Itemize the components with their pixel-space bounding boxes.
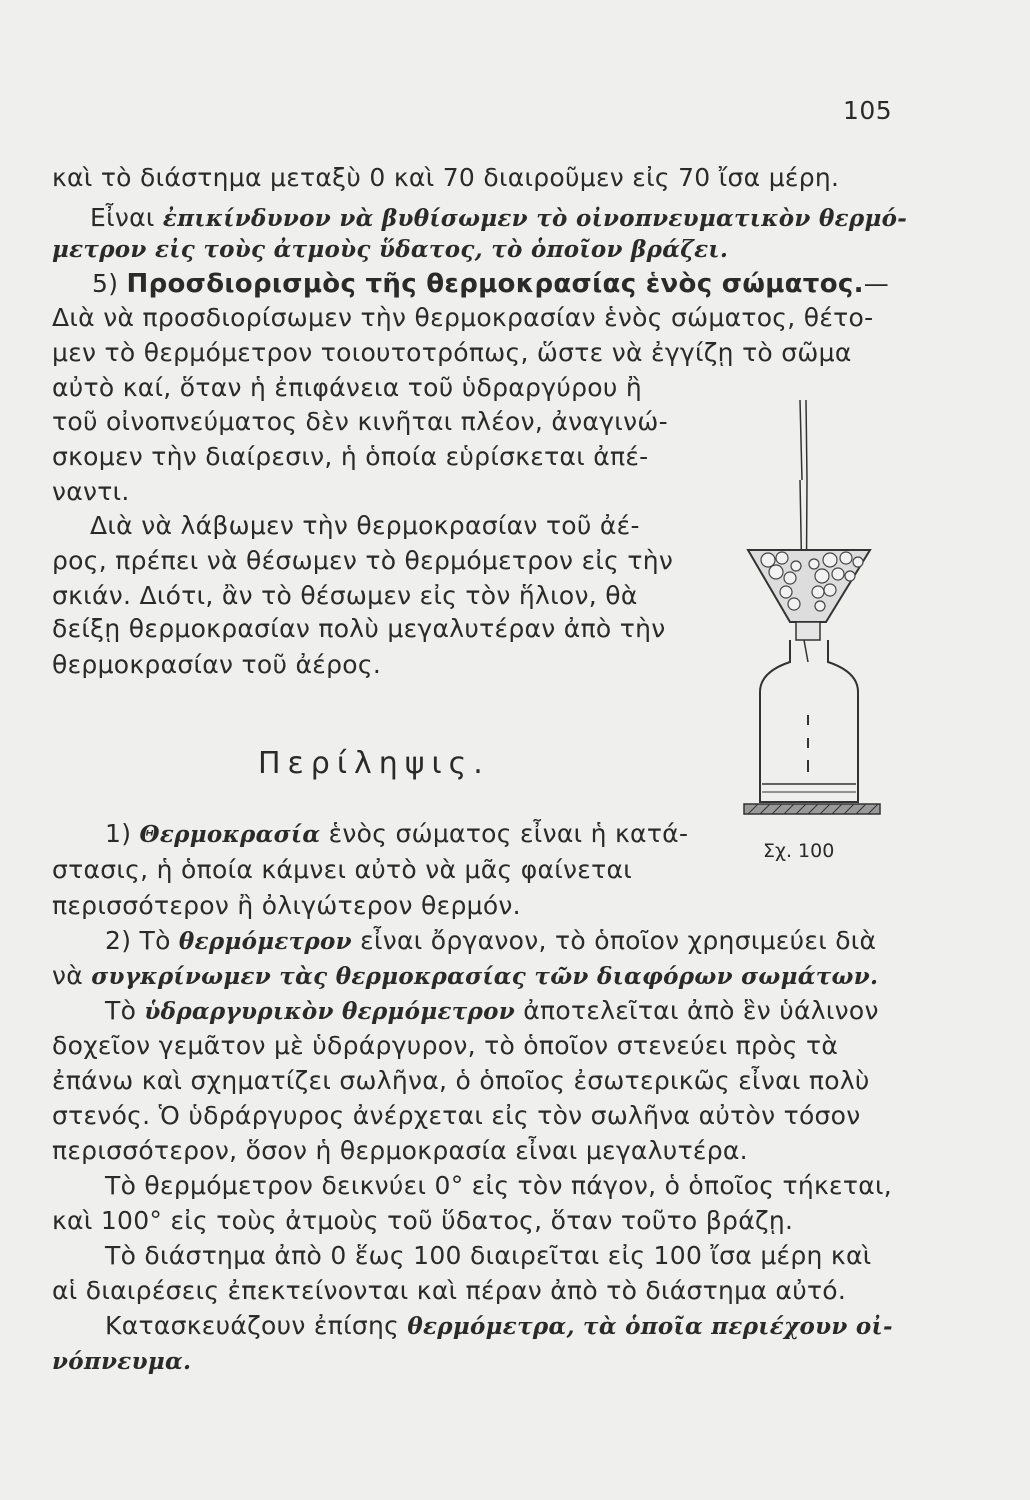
text-line [90,511,640,541]
text-line [105,1171,892,1201]
text-line [52,650,381,680]
figure-caption: Σχ. 100 [763,840,835,862]
text-line [90,203,907,234]
emphasized-text: ὑδραργυρικὸν θερμόμετρον [144,998,516,1025]
text-run: μεν τὸ θερμόμετρον τοιουτοτρόπως, ὥστε νὰ ἐγγίζῃ τὸ σῶμα [52,338,852,367]
text-line [105,996,879,1027]
text-line [52,303,873,333]
text-line [52,234,728,265]
emphasized-text: Προσδιορισμὸς τῆς θερμοκρασίας ἑνὸς σώματος. [126,269,864,299]
text-run: Διὰ νὰ λάβωμεν τὴν θερμοκρασίαν τοῦ ἀέ- [90,511,640,540]
text-line [52,1136,748,1166]
text-line [52,1066,870,1096]
text-run: ναντι. [52,477,130,506]
text-run: δοχεῖον γεμᾶτον μὲ ὑδράργυρον, τὸ ὁποῖον στενεύει πρὸς τὰ [52,1031,839,1060]
emphasized-text: νόπνευμα. [52,1348,192,1375]
text-run: ἐπάνω καὶ σχηματίζει σωλῆνα, ὁ ὁποῖος ἐσωτερικῶς εἶναι πολὺ [52,1066,870,1095]
text-run: περισσότερον, ὅσον ἡ θερμοκρασία εἶναι μεγαλυτέρα. [52,1136,748,1165]
text-run: εἶναι ὄργανον, τὸ ὁποῖον χρησιμεύει διὰ [351,926,877,955]
text-run: αὐτὸ καί, ὅταν ἡ ἐπιφάνεια τοῦ ὑδραργύρου ἢ [52,373,643,402]
text-line [52,1346,191,1377]
text-run: ἑνὸς σώματος εἶναι ἡ κατά- [320,819,689,848]
text-run: καὶ τὸ διάστημα μεταξὺ 0 καὶ 70 διαιροῦμεν εἰς 70 ἴσα μέρη. [52,163,840,192]
text-line [52,961,878,992]
page-number: 105 [843,96,893,125]
text-run: δείξῃ θερμοκρασίαν πολὺ μεγαλυτέραν ἀπὸ τὴν [52,614,666,643]
text-run: Τὸ θερμόμετρον δεικνύει 0° εἰς τὸν πάγον, ὁ ὁποῖος τήκεται, [105,1171,893,1200]
text-line [52,477,130,507]
text-run: — [863,269,890,298]
text-line [52,546,673,576]
text-line [105,1311,893,1342]
text-line [52,163,839,193]
text-run: σκομεν τὴν διαίρεσιν, ἡ ὁποία εὑρίσκεται ἀπέ- [52,442,649,471]
text-line [92,269,889,299]
text-line [52,1276,846,1306]
text-run: σκιάν. Διότι, ἂν τὸ θέσωμεν εἰς τὸν ἥλιον, θὰ [52,581,638,610]
emphasized-text: μετρον εἰς τοὺς ἀτμοὺς ὕδατος, τὸ ὁποῖον βράζει. [52,236,729,263]
thermometer-figure-icon [730,400,890,830]
text-line [105,1241,872,1271]
text-line [52,407,668,437]
text-run: Τὸ [105,996,145,1025]
text-run: θερμοκρασίαν τοῦ ἀέρος. [52,650,382,679]
text-run: Τὸ διάστημα ἀπὸ 0 ἕως 100 διαιρεῖται εἰς 100 ἴσα μέρη καὶ [105,1241,872,1270]
text-run: Εἶναι [90,203,163,232]
text-run: Διὰ νὰ προσδιορίσωμεν τὴν θερμοκρασίαν ἑνὸς σώματος, θέτο- [52,303,874,332]
text-run: νὰ [52,961,92,990]
thermometer-illustration [730,400,890,830]
text-run: αἱ διαιρέσεις ἐπεκτείνονται καὶ πέραν ἀπὸ τὸ διάστημα αὐτό. [52,1276,847,1305]
emphasized-text: θερμόμετρα, τὰ ὁποῖα περιέχουν οἰ- [407,1313,893,1340]
text-line [52,891,521,921]
text-line [52,855,632,885]
emphasized-text: θερμόμετρον [178,928,352,955]
text-line [52,373,642,403]
text-run: καὶ 100° εἰς τοὺς ἀτμοὺς τοῦ ὕδατος, ὅταν τοῦτο βράζῃ. [52,1206,794,1235]
text-run: στασις, ἡ ὁποία κάμνει αὐτὸ νὰ μᾶς φαίνεται [52,855,633,884]
text-line [52,581,638,611]
text-line [52,338,852,368]
text-run: 2) Τὸ [105,926,179,955]
text-line [105,819,688,850]
text-run: 5) [92,269,127,298]
emphasized-text: Θερμοκρασία [139,821,321,848]
text-line [52,1206,793,1236]
text-line [52,1031,838,1061]
text-run: ρος, πρέπει νὰ θέσωμεν τὸ θερμόμετρον εἰς τὴν [52,546,674,575]
text-line [52,614,666,644]
emphasized-text: συγκρίνωμεν τὰς θερμοκρασίας τῶν διαφόρων σωμάτων. [91,963,879,990]
text-run: στενός. Ὁ ὑδράργυρος ἀνέρχεται εἰς τὸν σωλῆνα αὐτὸν τόσον [52,1101,861,1130]
text-run: 1) [105,819,140,848]
text-line [105,926,876,957]
text-run: τοῦ οἰνοπνεύματος δὲν κινῆται πλέον, ἀναγινώ- [52,407,668,436]
section-title: Περίληψις. [258,746,490,781]
text-line [52,1101,861,1131]
emphasized-text: ἐπικίνδυνον νὰ βυθίσωμεν τὸ οἰνοπνευματικὸν θερμό- [162,205,908,232]
text-run: περισσότερον ἢ ὀλιγώτερον θερμόν. [52,891,521,920]
text-run: Κατασκευάζουν ἐπίσης [105,1311,408,1340]
text-run: ἀποτελεῖται ἀπὸ ἓν ὑάλινον [515,996,879,1025]
text-line [52,442,648,472]
